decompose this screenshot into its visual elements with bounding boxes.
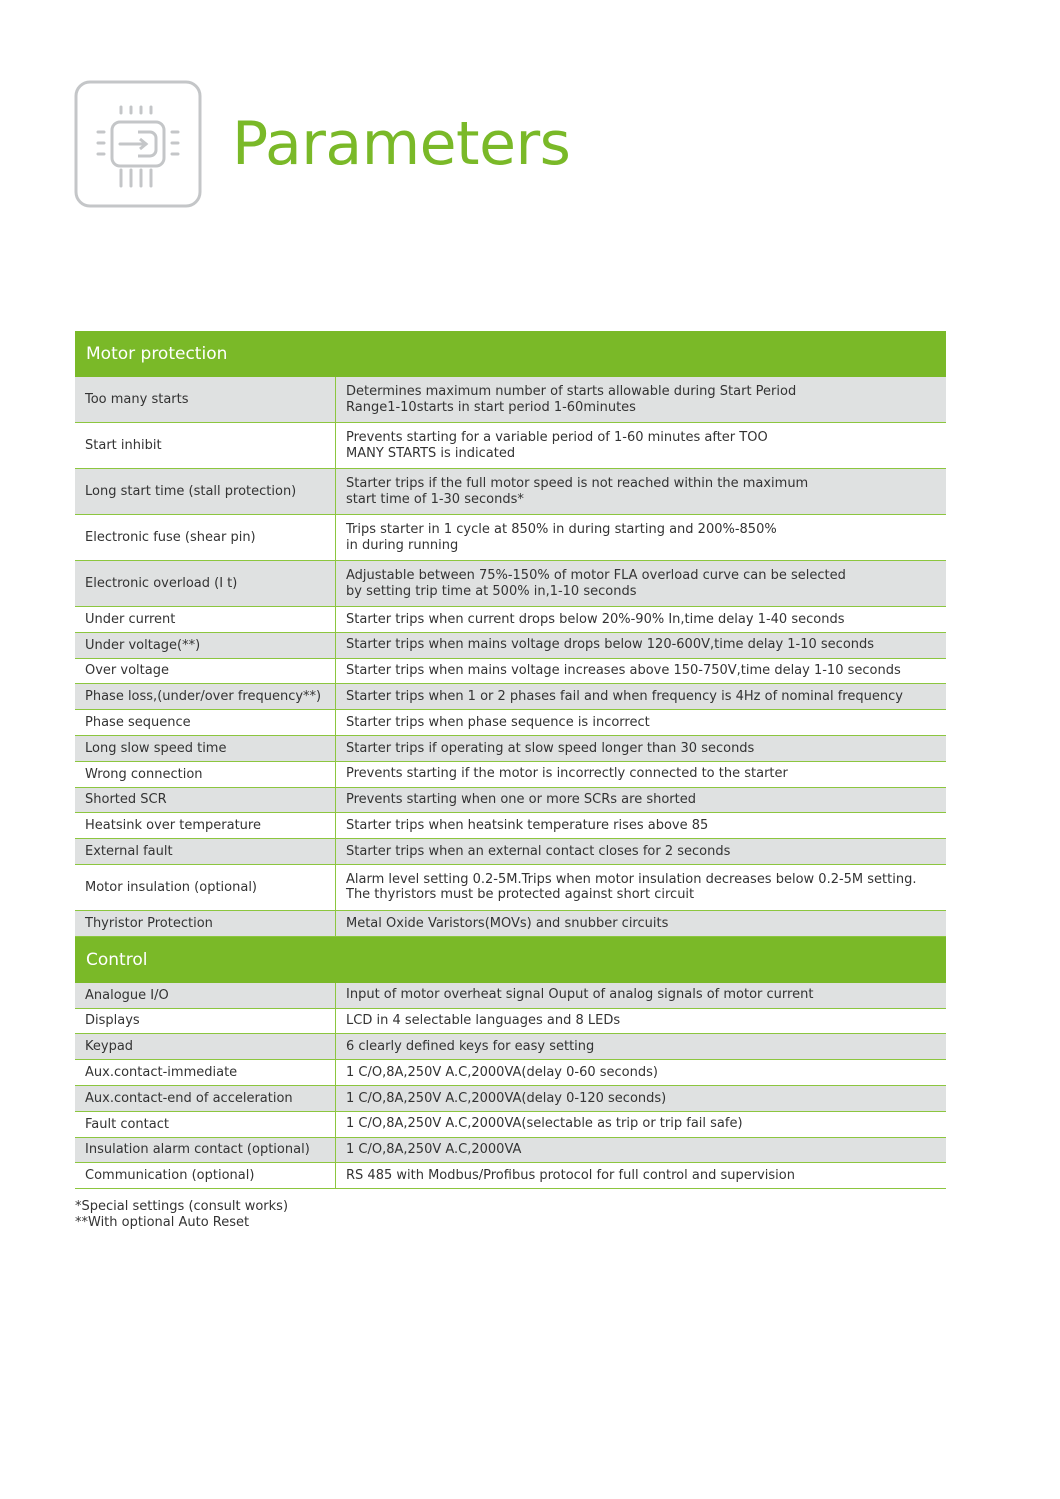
table-row <box>75 710 946 736</box>
chip-icon <box>74 80 202 208</box>
parameter-description <box>336 839 946 864</box>
table-row <box>75 1060 946 1086</box>
description-line: Starter trips if operating at slow speed longer than 30 seconds <box>346 740 755 756</box>
table-row <box>75 423 946 469</box>
description-line: Starter trips when mains voltage drops below 120-600V,time delay 1-10 seconds <box>346 637 875 653</box>
parameter-name: Electronic overload (I t) <box>75 561 336 606</box>
parameter-description <box>336 762 946 787</box>
parameter-description <box>336 423 946 468</box>
parameter-description <box>336 865 946 910</box>
parameters-table <box>75 331 946 1189</box>
parameter-name: Phase sequence <box>75 710 336 735</box>
parameter-name: Fault contact <box>75 1112 336 1137</box>
description-line: Input of motor overheat signal Ouput of analog signals of motor current <box>346 987 814 1003</box>
parameter-name: Under voltage(**) <box>75 633 336 658</box>
section-header: Control <box>75 937 946 983</box>
table-row <box>75 762 946 788</box>
parameter-description <box>336 633 946 658</box>
description-line: in during running <box>346 537 459 553</box>
description-line: MANY STARTS is indicated <box>346 445 516 461</box>
table-row <box>75 839 946 865</box>
description-line: Prevents starting if the motor is incorrectly connected to the starter <box>346 766 788 782</box>
description-line: 1 C/O,8A,250V A.C,2000VA <box>346 1142 522 1158</box>
table-row <box>75 1138 946 1164</box>
description-line: by setting trip time at 500% in,1-10 seconds <box>346 583 637 599</box>
table-row <box>75 1112 946 1138</box>
parameter-description <box>336 983 946 1008</box>
parameter-description <box>336 469 946 514</box>
table-row <box>75 377 946 423</box>
table-row <box>75 736 946 762</box>
section-header: Motor protection <box>75 331 946 377</box>
parameter-description <box>336 911 946 936</box>
parameter-description <box>336 788 946 813</box>
parameter-description <box>336 561 946 606</box>
table-row <box>75 684 946 710</box>
table-row <box>75 865 946 911</box>
parameter-name: Keypad <box>75 1034 336 1059</box>
description-line: Prevents starting for a variable period of 1-60 minutes after TOO <box>346 430 768 445</box>
table-row <box>75 983 946 1009</box>
parameter-name: Phase loss,(under/over frequency**) <box>75 684 336 709</box>
parameter-name: Thyristor Protection <box>75 911 336 936</box>
table-row <box>75 515 946 561</box>
description-line: start time of 1-30 seconds* <box>346 491 524 507</box>
page-title: Parameters <box>232 109 571 179</box>
parameter-description <box>336 659 946 684</box>
description-line: Adjustable between 75%-150% of motor FLA overload curve can be selected <box>346 568 846 583</box>
parameter-description <box>336 710 946 735</box>
description-line: Metal Oxide Varistors(MOVs) and snubber circuits <box>346 915 669 931</box>
parameter-description <box>336 1034 946 1059</box>
parameter-name: Displays <box>75 1009 336 1034</box>
parameter-name: Insulation alarm contact (optional) <box>75 1138 336 1163</box>
footnotes <box>75 1199 288 1230</box>
description-line: Starter trips when phase sequence is incorrect <box>346 714 650 730</box>
parameter-description <box>336 515 946 560</box>
table-row <box>75 813 946 839</box>
parameter-description <box>336 1009 946 1034</box>
parameter-description <box>336 377 946 422</box>
description-line: Starter trips when current drops below 20%-90% In,time delay 1-40 seconds <box>346 611 845 627</box>
parameter-description <box>336 684 946 709</box>
parameter-description <box>336 1086 946 1111</box>
description-line: Starter trips when an external contact closes for 2 seconds <box>346 843 731 859</box>
description-line: 1 C/O,8A,250V A.C,2000VA(delay 0-120 seconds) <box>346 1090 667 1106</box>
footnote: **With optional Auto Reset <box>75 1214 250 1230</box>
description-line: Starter trips if the full motor speed is not reached within the maximum <box>346 476 809 491</box>
table-row <box>75 561 946 607</box>
table-row <box>75 1086 946 1112</box>
description-line: 1 C/O,8A,250V A.C,2000VA(delay 0-60 seconds) <box>346 1064 658 1080</box>
description-line: Alarm level setting 0.2-5M.Trips when motor insulation decreases below 0.2-5M setting. <box>346 871 917 887</box>
table-row <box>75 1009 946 1035</box>
table-row <box>75 633 946 659</box>
table-row <box>75 607 946 633</box>
description-line: Determines maximum number of starts allowable during Start Period <box>346 384 797 399</box>
parameter-description <box>336 1060 946 1085</box>
description-line: LCD in 4 selectable languages and 8 LEDs <box>346 1013 621 1029</box>
parameter-description <box>336 736 946 761</box>
parameter-name: Motor insulation (optional) <box>75 865 336 910</box>
parameter-name: Aux.contact-end of acceleration <box>75 1086 336 1111</box>
parameter-description <box>336 1112 946 1137</box>
parameter-name: External fault <box>75 839 336 864</box>
description-line: Starter trips when 1 or 2 phases fail and when frequency is 4Hz of nominal frequency <box>346 689 903 705</box>
parameter-name: Start inhibit <box>75 423 336 468</box>
parameter-name: Analogue I/O <box>75 983 336 1008</box>
table-row <box>75 1034 946 1060</box>
parameter-name: Wrong connection <box>75 762 336 787</box>
footnote: *Special settings (consult works) <box>75 1199 289 1214</box>
description-line: Range1-10starts in start period 1-60minutes <box>346 399 636 415</box>
parameter-name: Too many starts <box>75 377 336 422</box>
description-line: 1 C/O,8A,250V A.C,2000VA(selectable as trip or trip fail safe) <box>346 1116 743 1132</box>
description-line: Trips starter in 1 cycle at 850% in during starting and 200%-850% <box>346 522 777 537</box>
parameter-description <box>336 607 946 632</box>
parameter-name: Long start time (stall protection) <box>75 469 336 514</box>
parameter-name: Aux.contact-immediate <box>75 1060 336 1085</box>
table-row <box>75 788 946 814</box>
parameter-name: Long slow speed time <box>75 736 336 761</box>
parameter-description <box>336 1138 946 1163</box>
table-row <box>75 659 946 685</box>
description-line: The thyristors must be protected against short circuit <box>346 887 695 903</box>
parameter-name: Heatsink over temperature <box>75 813 336 838</box>
parameter-name: Under current <box>75 607 336 632</box>
parameter-name: Electronic fuse (shear pin) <box>75 515 336 560</box>
parameter-name: Shorted SCR <box>75 788 336 813</box>
parameter-description <box>336 1163 946 1188</box>
description-line: Starter trips when heatsink temperature rises above 85 <box>346 818 709 834</box>
table-row <box>75 911 946 937</box>
description-line: Prevents starting when one or more SCRs are shorted <box>346 792 696 808</box>
description-line: 6 clearly defined keys for easy setting <box>346 1039 595 1054</box>
table-row <box>75 469 946 515</box>
description-line: Starter trips when mains voltage increases above 150-750V,time delay 1-10 seconds <box>346 663 901 679</box>
table-row <box>75 1163 946 1189</box>
parameter-description <box>336 813 946 838</box>
parameter-name: Communication (optional) <box>75 1163 336 1188</box>
parameter-name: Over voltage <box>75 659 336 684</box>
description-line: RS 485 with Modbus/Profibus protocol for full control and supervision <box>346 1167 795 1183</box>
